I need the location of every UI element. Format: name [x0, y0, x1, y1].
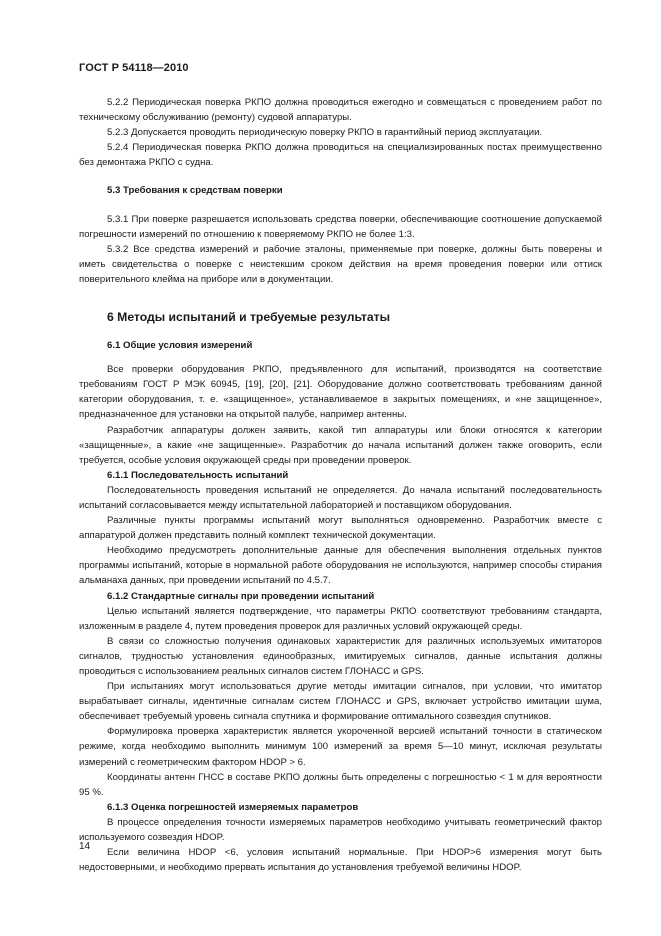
spacer — [79, 287, 602, 309]
paragraph: Координаты антенн ГНСС в составе РКПО должны быть определены с погрешностью < 1 м для вероятности 95 %. — [79, 771, 602, 798]
subsection-heading: 5.3 Требования к средствам поверки — [107, 185, 283, 197]
spacer — [79, 199, 602, 212]
subsection-heading: 6.1.2 Стандартные сигналы при проведении испытаний — [107, 590, 375, 602]
page-number: 14 — [79, 841, 91, 852]
paragraph: Целью испытаний является подтверждение, что параметры РКПО соответствуют требованиям стандарта, изложенным в разделе 4, путем проведения проверок для различных условий окружающей среды. — [79, 605, 602, 632]
paragraph: Последовательность проведения испытаний не определяется. До начала испытаний последовательность испытаний согласовывается между испытательной лабораторией и поставщиком оборудования. — [79, 484, 602, 511]
section-heading: 6 Методы испытаний и требуемые результаты — [107, 310, 391, 325]
paragraph: 5.3.2 Все средства измерений и рабочие эталоны, применяемые при поверке, должны быть поверены и иметь свидетельства о поверке с неистекшим сроком действия на время проведения поверки или оттиск поверительного клейма на приборе или в документации. — [79, 243, 602, 285]
paragraph: Все проверки оборудования РКПО, предъявленного для испытаний, производятся на соответствие требованиям ГОСТ Р МЭК 60945, [19], [20], [21]. Оборудование должно соответствовать требованиям данной категории оборудования, т. е. «защищенное», устанавливаемое в закрытых помещениях, и «не защищенное», предназначенное для установки на открытой палубе, например антенны. — [79, 364, 602, 421]
subsection-heading: 6.1 Общие условия измерений — [107, 340, 253, 352]
paragraph: Формулировка проверка характеристик является укороченной версией испытаний точности в статическом режиме, когда необходимо выполнить минимум 100 измерений за время 5—10 минут, исключая результаты измерений с геометрическим фактором HDOP > 6. — [79, 726, 602, 768]
paragraph: Различные пункты программы испытаний могут выполняться одновременно. Разработчик вместе с аппаратурой должен представить полный комплект технической документации. — [79, 515, 602, 542]
subsection-heading: 6.1.1 Последовательность испытаний — [107, 469, 289, 481]
spacer — [79, 353, 602, 362]
spacer — [79, 325, 602, 338]
paragraph: При испытаниях могут использоваться другие методы имитации сигналов, при условии, что имитатор вырабатывает сигналы, идентичные сигналам систем ГЛОНАСС и GPS, включает устройство имитации шума, обеспечивает требуемый уровень сигнала спутника и формирование оптимального созвездия спутников. — [79, 681, 602, 723]
document-header: ГОСТ Р 54118—2010 — [79, 62, 189, 74]
paragraph: Разработчик аппаратуры должен заявить, какой тип аппаратуры или блоки относятся к категории «защищенные», а какие «не защищенные». Разработчик до начала испытаний должен также оговорить, если требуется, особые условия окружающей среды при проведении проверок. — [79, 424, 602, 466]
subsection-heading: 6.1.3 Оценка погрешностей измеряемых параметров — [107, 801, 359, 813]
paragraph: Необходимо предусмотреть дополнительные данные для обеспечения выполнения отдельных пунктов программы испытаний, которые в нормальной работе оборудования не используются, например способы стирания альманаха данных, при проведении испытаний по 4.5.7. — [79, 545, 602, 587]
paragraph: 5.2.2 Периодическая поверка РКПО должна проводиться ежегодно и совмещаться с проведением работ по техническому обслуживанию (ремонту) судовой аппаратуры. — [79, 97, 602, 124]
paragraph: В связи со сложностью получения одинаковых характеристик для различных используемых имитаторов сигналов, трудностью установления единообразных, имитируемых сигналов, данные испытания должны проводиться с использованием реальных сигналов систем ГЛОНАСС и GPS. — [79, 635, 602, 677]
paragraph: 5.3.1 При поверке разрешается использовать средства поверки, обеспечивающие соотношение допускаемой погрешности измерений по отношению к поверяемому РКПО не более 1:3. — [79, 213, 602, 240]
paragraph: Если величина HDOP <6, условия испытаний нормальные. При HDOP>6 измерения могут быть недостоверными, и необходимо прервать испытания до установления требуемой величины HDOP. — [79, 847, 602, 874]
document-body — [79, 95, 602, 875]
paragraph: 5.2.4 Периодическая поверка РКПО должна проводиться на специализированных постах преимущественно без демонтажа РКПО с судна. — [79, 142, 602, 169]
paragraph: В процессе определения точности измеряемых параметров необходимо учитывать геометрический фактор используемого созвездия HDOP. — [79, 816, 602, 844]
spacer — [79, 170, 602, 183]
paragraph: 5.2.3 Допускается проводить периодическую поверку РКПО в гарантийный период эксплуатации. — [107, 127, 543, 139]
